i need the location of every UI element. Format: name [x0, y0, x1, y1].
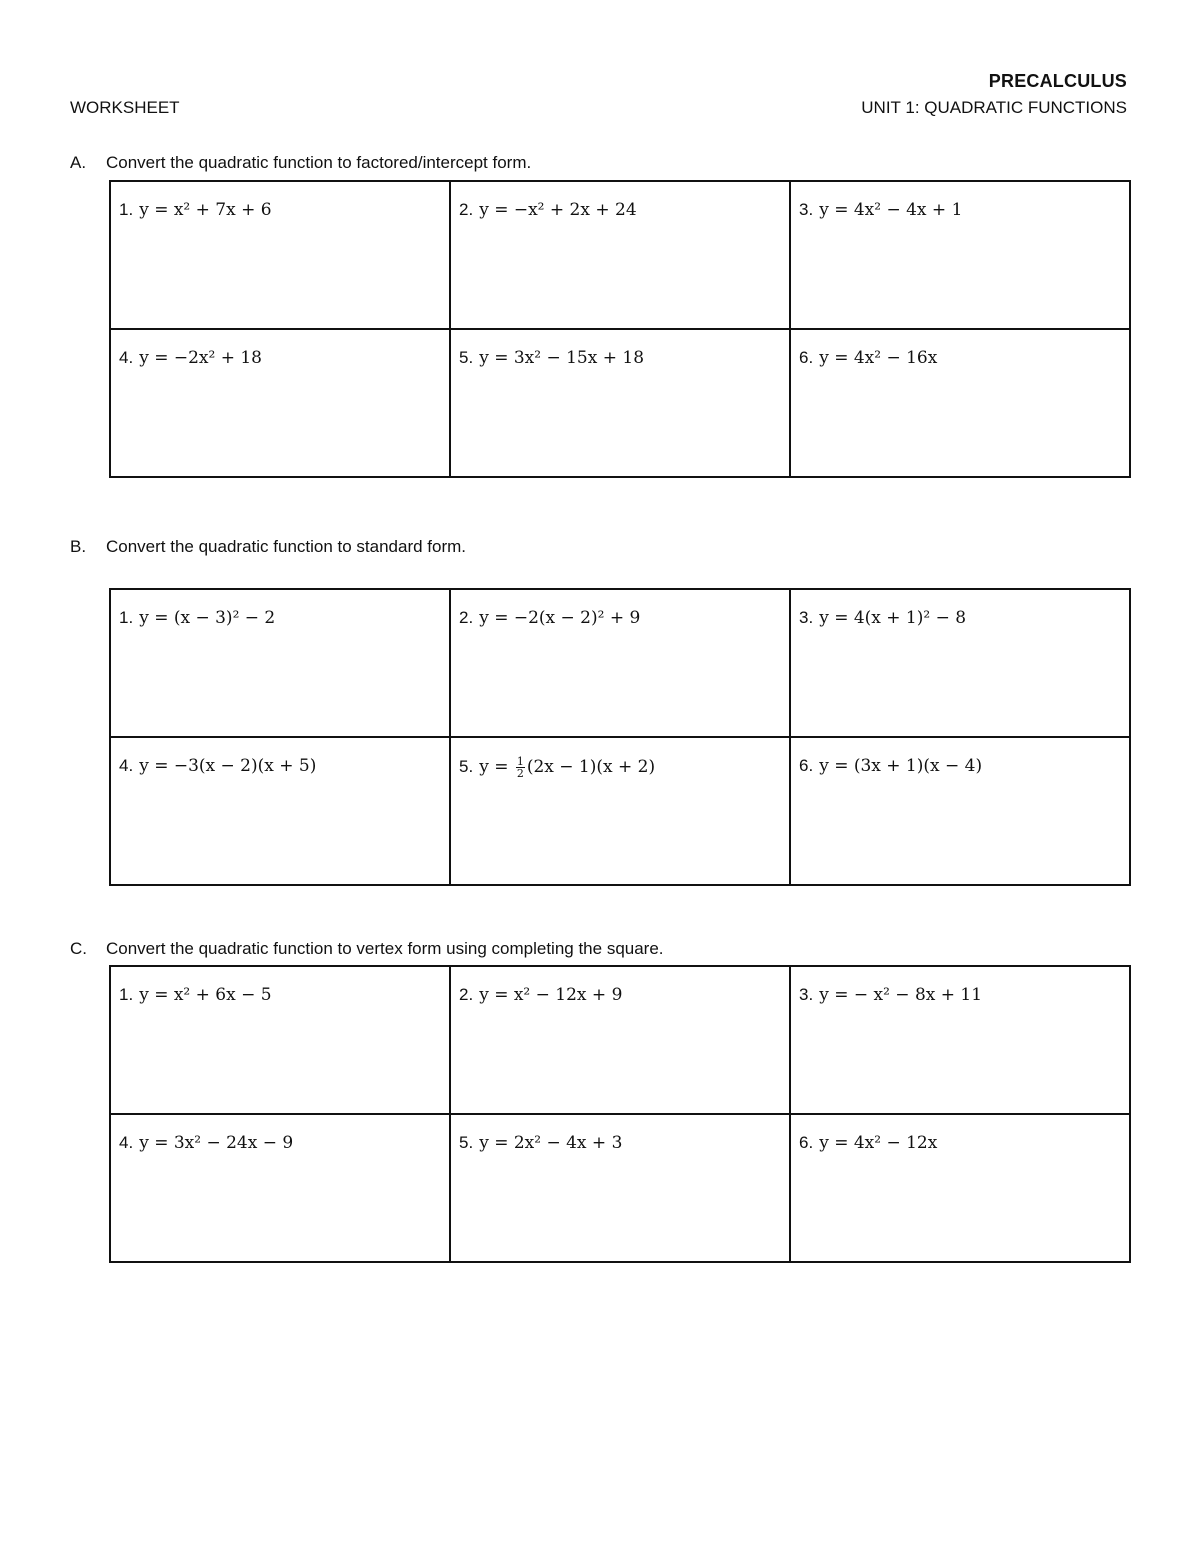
problem-cell[interactable]	[110, 737, 450, 885]
fraction-denominator: 2	[516, 767, 524, 780]
section-c-problem-grid	[109, 965, 1131, 1263]
problem-equation: y = −2x² + 18	[139, 348, 262, 368]
course-title: PRECALCULUS	[988, 71, 1127, 91]
problem-cell[interactable]	[450, 1114, 790, 1262]
equation-prefix: y =	[479, 757, 514, 777]
problem-number: 5.	[459, 348, 474, 367]
problem-cell[interactable]	[450, 329, 790, 477]
unit-title: UNIT 1: QUADRATIC FUNCTIONS	[861, 98, 1127, 117]
problem-equation: y = (3x + 1)(x − 4)	[819, 756, 983, 776]
problem-cell[interactable]	[110, 329, 450, 477]
problem-cell[interactable]	[790, 181, 1130, 329]
problem-number: 1.	[119, 985, 134, 1004]
section-a-problem-grid	[109, 180, 1131, 478]
problem-number: 4.	[119, 1133, 134, 1152]
problem-equation: y = 4x² − 12x	[819, 1133, 938, 1153]
problem-number: 3.	[799, 985, 814, 1004]
section-letter: B.	[70, 537, 87, 556]
problem-number: 5.	[459, 757, 474, 776]
problem-number: 3.	[799, 608, 814, 627]
problem-equation	[479, 755, 656, 780]
problem-cell[interactable]	[110, 589, 450, 737]
section-c-heading	[70, 939, 664, 959]
problem-cell[interactable]	[450, 181, 790, 329]
worksheet-label: WORKSHEET	[70, 98, 180, 117]
section-b-problem-grid	[109, 588, 1131, 886]
problem-number: 6.	[799, 1133, 814, 1152]
equation-suffix: (2x − 1)(x + 2)	[526, 757, 656, 777]
problem-equation: y = 3x² − 24x − 9	[139, 1133, 294, 1153]
problem-cell[interactable]	[790, 966, 1130, 1114]
problem-number: 2.	[459, 200, 474, 219]
problem-cell[interactable]	[450, 966, 790, 1114]
problem-equation: y = 3x² − 15x + 18	[479, 348, 645, 368]
section-letter: A.	[70, 153, 87, 172]
problem-cell[interactable]	[790, 1114, 1130, 1262]
problem-number: 2.	[459, 608, 474, 627]
problem-cell[interactable]	[110, 181, 450, 329]
problem-cell[interactable]	[450, 737, 790, 885]
problem-number: 1.	[119, 200, 134, 219]
problem-equation: y = 2x² − 4x + 3	[479, 1133, 623, 1153]
section-a-heading	[70, 153, 531, 173]
problem-equation: y = −3(x − 2)(x + 5)	[139, 756, 317, 776]
section-instruction: Convert the quadratic function to standard form.	[106, 537, 467, 556]
problem-number: 3.	[799, 200, 814, 219]
problem-number: 5.	[459, 1133, 474, 1152]
fraction-numerator: 1	[516, 755, 524, 768]
problem-cell[interactable]	[790, 737, 1130, 885]
section-instruction: Convert the quadratic function to factored/intercept form.	[106, 153, 532, 172]
problem-number: 1.	[119, 608, 134, 627]
problem-equation: y = x² − 12x + 9	[479, 985, 623, 1005]
problem-cell[interactable]	[790, 329, 1130, 477]
problem-cell[interactable]	[450, 589, 790, 737]
problem-equation: y = x² + 7x + 6	[139, 200, 272, 220]
section-b-heading	[70, 537, 466, 557]
problem-equation: y = (x − 3)² − 2	[139, 608, 276, 628]
problem-equation: y = 4x² − 16x	[819, 348, 938, 368]
problem-number: 6.	[799, 348, 814, 367]
problem-equation: y = − x² − 8x + 11	[819, 985, 983, 1005]
problem-number: 4.	[119, 348, 134, 367]
section-letter: C.	[70, 939, 87, 958]
problem-equation: y = −2(x − 2)² + 9	[479, 608, 641, 628]
problem-equation: y = 4(x + 1)² − 8	[819, 608, 967, 628]
problem-equation: y = −x² + 2x + 24	[479, 200, 637, 220]
fraction	[516, 756, 525, 779]
problem-cell[interactable]	[110, 1114, 450, 1262]
problem-cell[interactable]	[110, 966, 450, 1114]
problem-number: 2.	[459, 985, 474, 1004]
problem-cell[interactable]	[790, 589, 1130, 737]
problem-number: 4.	[119, 756, 134, 775]
problem-equation: y = 4x² − 4x + 1	[819, 200, 963, 220]
section-instruction: Convert the quadratic function to vertex form using completing the square.	[106, 939, 664, 958]
problem-number: 6.	[799, 756, 814, 775]
problem-equation: y = x² + 6x − 5	[139, 985, 272, 1005]
